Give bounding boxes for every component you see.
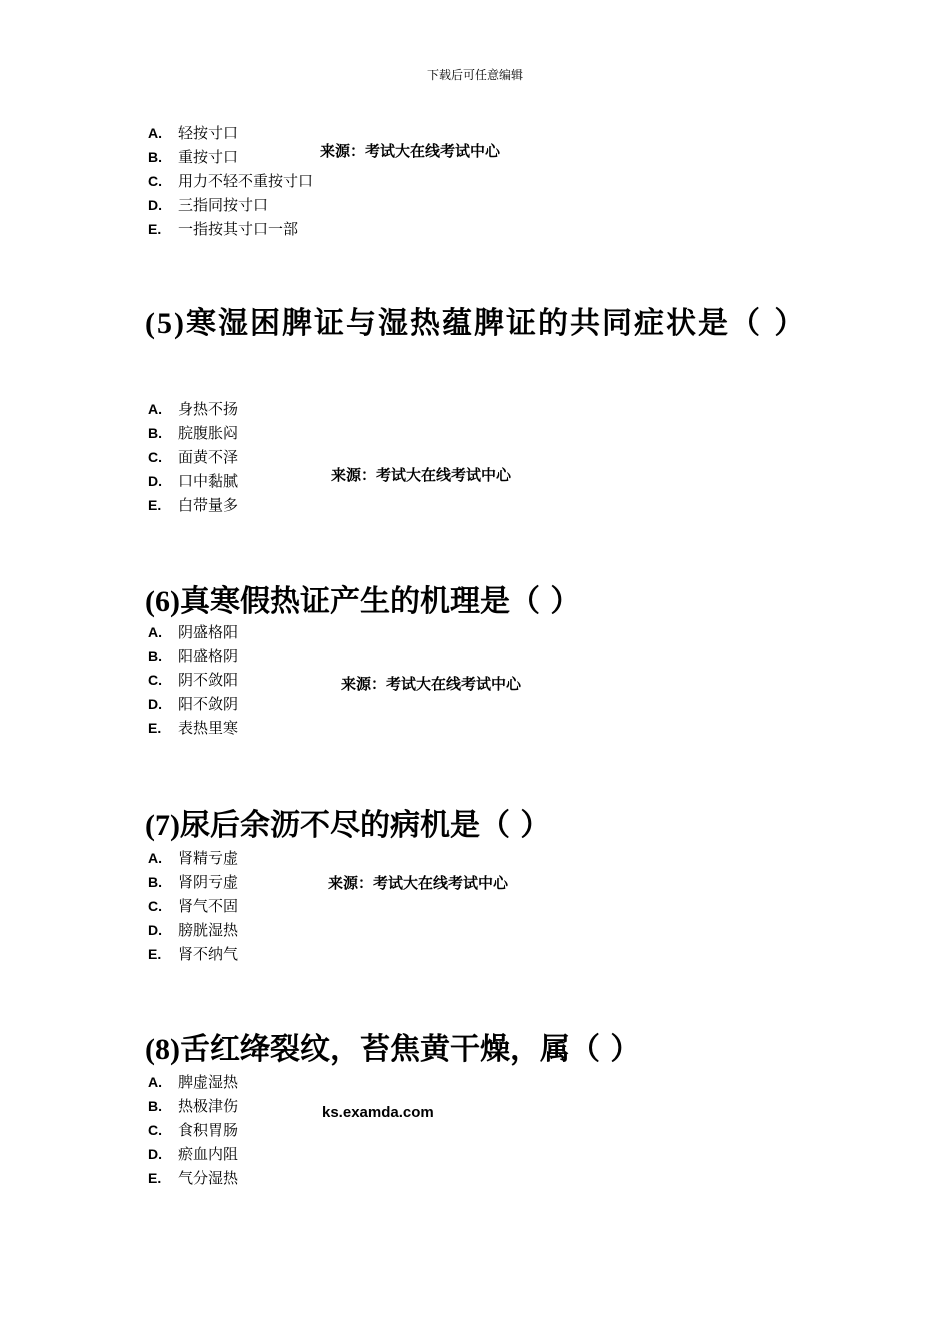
q4-option-c[interactable]	[148, 169, 313, 193]
q8-option-b[interactable]	[148, 1094, 238, 1118]
option-text: 肾阴亏虚	[178, 873, 239, 891]
q5-title	[145, 300, 825, 348]
option-text: 脾虚湿热	[178, 1073, 239, 1091]
option-text: 口中黏腻	[178, 472, 239, 490]
q6-option-b[interactable]	[148, 644, 238, 668]
option-letter: B.	[148, 149, 162, 165]
q7-option-d[interactable]	[148, 918, 238, 942]
q6-title	[145, 576, 580, 620]
q5-option-d[interactable]	[148, 469, 238, 493]
q8-options	[148, 1070, 238, 1190]
option-text: 阴盛格阳	[178, 623, 239, 641]
option-letter: D.	[148, 696, 162, 712]
question-number: (7)	[145, 809, 180, 842]
q8-title	[145, 1024, 640, 1068]
option-text: 肾气不固	[178, 897, 239, 915]
option-text: 重按寸口	[178, 148, 239, 166]
option-letter: A.	[148, 125, 162, 141]
option-letter: B.	[148, 648, 162, 664]
option-letter: E.	[148, 497, 162, 513]
option-text: 肾精亏虚	[178, 849, 239, 867]
q4-source-watermark: 来源：考试大在线考试中心	[320, 142, 501, 160]
q7-option-e[interactable]	[148, 942, 238, 966]
q5-option-c[interactable]	[148, 445, 238, 469]
option-letter: D.	[148, 473, 162, 489]
q5-option-b[interactable]	[148, 421, 238, 445]
question-text: 寒湿困脾证与湿热蕴脾证的共同症状是（ ）	[185, 306, 807, 341]
option-text: 阳不敛阴	[178, 695, 239, 713]
option-letter: B.	[148, 1098, 162, 1114]
option-letter: C.	[148, 173, 162, 189]
option-letter: E.	[148, 221, 162, 237]
q8-option-d[interactable]	[148, 1142, 238, 1166]
option-letter: D.	[148, 1146, 162, 1162]
option-letter: A.	[148, 401, 162, 417]
question-text: 尿后余沥不尽的病机是（ ）	[179, 808, 551, 843]
q4-option-a[interactable]	[148, 121, 313, 145]
question-text: 舌红绛裂纹，苔焦黄干燥，属（ ）	[179, 1032, 641, 1067]
option-letter: A.	[148, 1074, 162, 1090]
q4-options	[148, 121, 313, 241]
option-text: 瘀血内阻	[178, 1145, 239, 1163]
option-letter: E.	[148, 946, 162, 962]
q5-source-watermark: 来源：考试大在线考试中心	[331, 466, 512, 484]
q7-option-b[interactable]	[148, 870, 238, 894]
q7-option-a[interactable]	[148, 846, 238, 870]
q7-options	[148, 846, 238, 966]
q6-options	[148, 620, 238, 740]
q4-option-e[interactable]	[148, 217, 313, 241]
option-text: 热极津伤	[178, 1097, 239, 1115]
option-letter: E.	[148, 720, 162, 736]
question-text: 真寒假热证产生的机理是（ ）	[179, 584, 581, 619]
page-header: 下载后可任意编辑	[426, 68, 523, 82]
q4-option-d[interactable]	[148, 193, 313, 217]
option-text: 肾不纳气	[178, 945, 239, 963]
option-text: 膀胱湿热	[178, 921, 239, 939]
option-text: 面黄不泽	[178, 448, 239, 466]
q7-source-watermark: 来源：考试大在线考试中心	[328, 874, 509, 892]
q5-option-e[interactable]	[148, 493, 238, 517]
option-text: 三指同按寸口	[178, 196, 269, 214]
question-number: (5)	[145, 307, 186, 340]
option-text: 食积胃肠	[178, 1121, 239, 1139]
option-text: 阳盛格阴	[178, 647, 239, 665]
q6-option-a[interactable]	[148, 620, 238, 644]
option-text: 脘腹胀闷	[178, 424, 239, 442]
option-letter: C.	[148, 898, 162, 914]
option-text: 身热不扬	[178, 400, 239, 418]
option-letter: A.	[148, 850, 162, 866]
option-letter: C.	[148, 449, 162, 465]
option-text: 表热里寒	[178, 719, 239, 737]
q6-option-e[interactable]	[148, 716, 238, 740]
question-number: (8)	[145, 1033, 180, 1066]
q8-option-c[interactable]	[148, 1118, 238, 1142]
option-letter: D.	[148, 197, 162, 213]
option-text: 气分湿热	[178, 1169, 239, 1187]
option-letter: D.	[148, 922, 162, 938]
q5-option-a[interactable]	[148, 397, 238, 421]
option-text: 一指按其寸口一部	[178, 220, 299, 238]
option-letter: C.	[148, 672, 162, 688]
option-text: 白带量多	[178, 496, 239, 514]
option-letter: E.	[148, 1170, 162, 1186]
q4-option-b[interactable]	[148, 145, 313, 169]
q6-option-d[interactable]	[148, 692, 238, 716]
option-text: 轻按寸口	[178, 124, 239, 142]
option-letter: B.	[148, 425, 162, 441]
option-text: 用力不轻不重按寸口	[178, 172, 314, 190]
option-letter: B.	[148, 874, 162, 890]
question-number: (6)	[145, 585, 180, 618]
q8-option-e[interactable]	[148, 1166, 238, 1190]
option-text: 阴不敛阳	[178, 671, 239, 689]
q7-option-c[interactable]	[148, 894, 238, 918]
q6-source-watermark: 来源：考试大在线考试中心	[341, 675, 522, 693]
option-letter: A.	[148, 624, 162, 640]
option-letter: C.	[148, 1122, 162, 1138]
q8-url-watermark: ks.examda.com	[322, 1104, 434, 1121]
q5-options	[148, 397, 238, 517]
q6-option-c[interactable]	[148, 668, 238, 692]
q8-option-a[interactable]	[148, 1070, 238, 1094]
q7-title	[145, 800, 550, 844]
